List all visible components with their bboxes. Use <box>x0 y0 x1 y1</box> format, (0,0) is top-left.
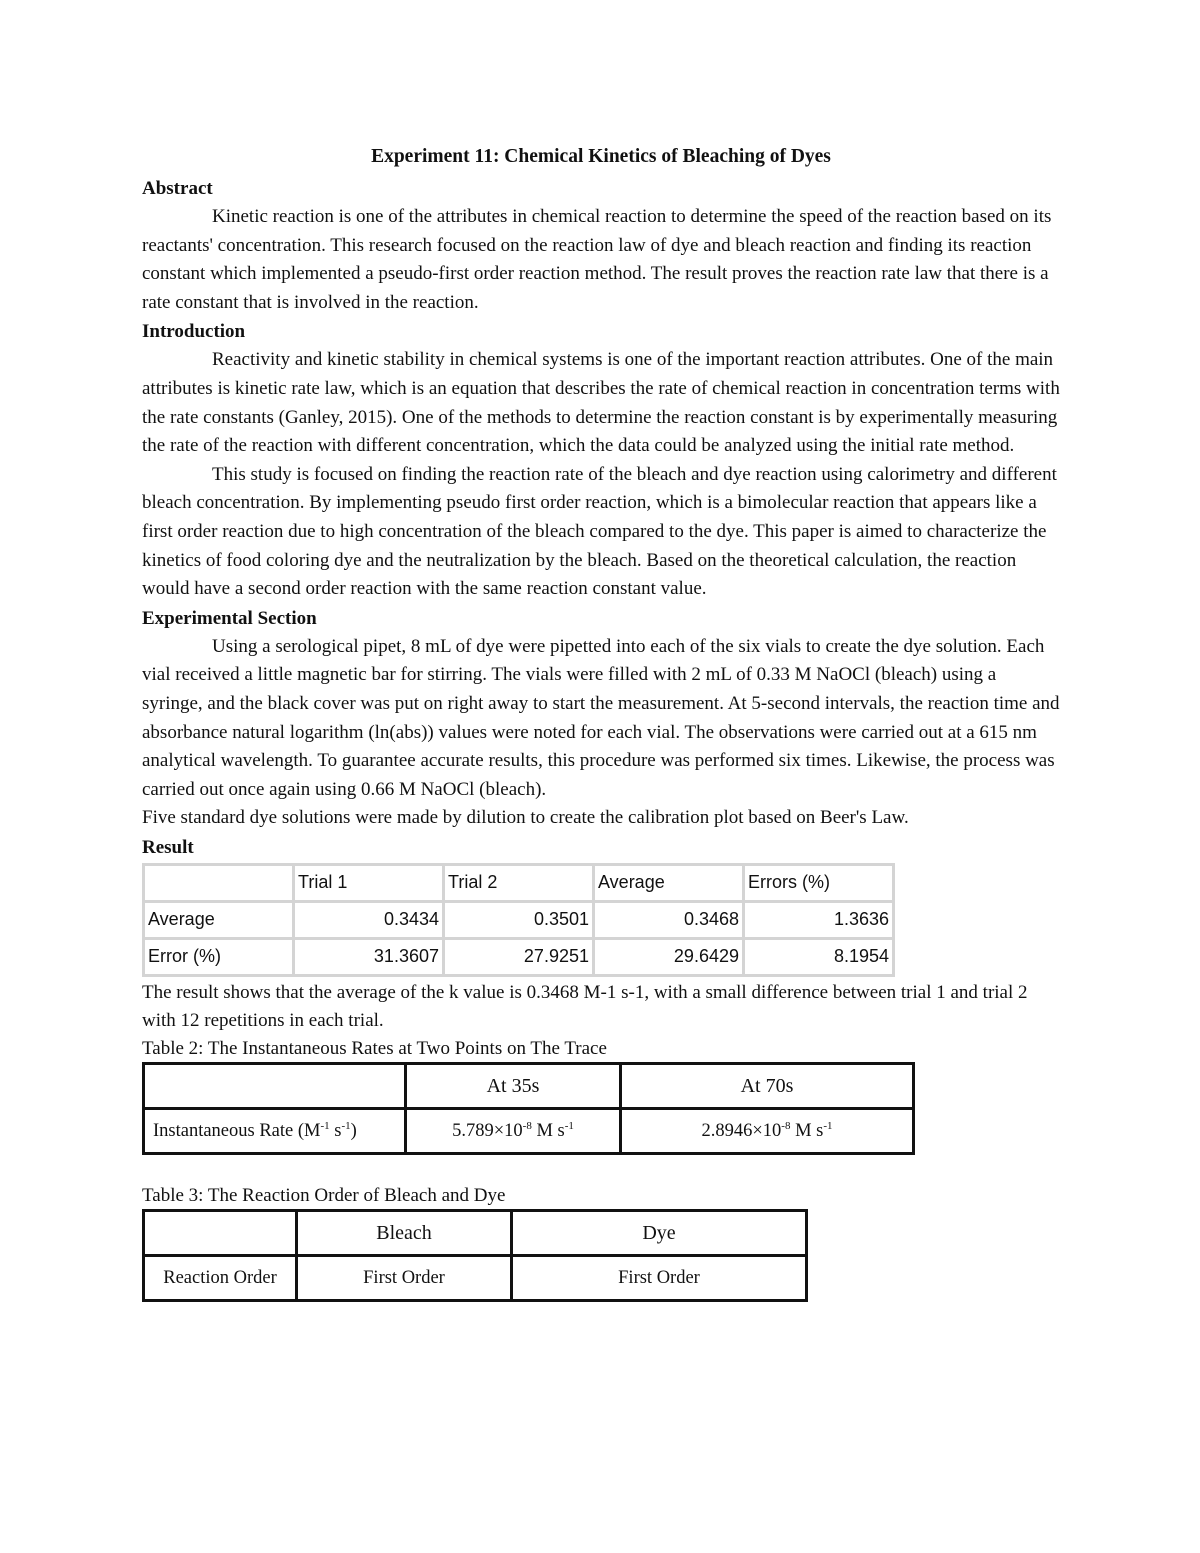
table-row-label: Error (%) <box>144 938 294 975</box>
result-heading: Result <box>142 836 194 858</box>
table-cell: 0.3468 <box>594 901 744 938</box>
table-3-caption: Table 3: The Reaction Order of Bleach and Dye <box>142 1185 506 1207</box>
table-header-cell: Trial 1 <box>294 864 444 901</box>
experimental-paragraph-2: Five standard dye solutions were made by dilution to create the calibration plot based on Beer's Law. <box>142 807 909 829</box>
result-summary: The result shows that the average of the k value is 0.3468 M-1 s-1, with a small difference between trial 1 and trial 2 with 12 repetitions in each trial. <box>142 981 1028 1032</box>
table-row <box>144 1256 807 1301</box>
table-row <box>144 901 894 938</box>
table-header-cell: At 35s <box>406 1064 621 1109</box>
table-cell: 8.1954 <box>744 938 894 975</box>
table-cell: 0.3501 <box>444 901 594 938</box>
table-2-caption: Table 2: The Instantaneous Rates at Two Points on The Trace <box>142 1038 607 1060</box>
table-cell: 27.9251 <box>444 938 594 975</box>
table-cell: $2.8946\times 10^{-8}$ M $s^{-1}$ <box>621 1109 914 1154</box>
table-header-cell: Trial 2 <box>444 864 594 901</box>
table-row <box>144 1211 807 1256</box>
experimental-heading: Experimental Section <box>142 607 317 629</box>
table-cell: 1.3636 <box>744 901 894 938</box>
document-page <box>142 140 1060 1302</box>
table-row-label: Instantaneous Rate ($M^{-1}$ $s^{-1}$) <box>144 1109 406 1154</box>
table-cell: First Order <box>512 1256 807 1301</box>
instantaneous-rates-table <box>142 1062 915 1155</box>
table-cell <box>144 1211 297 1256</box>
table-row-label: Average <box>144 901 294 938</box>
table-cell <box>144 1064 406 1109</box>
table-row <box>144 1064 914 1109</box>
results-table <box>142 863 895 977</box>
table-header-cell: Bleach <box>297 1211 512 1256</box>
introduction-paragraph-2: This study is focused on finding the reaction rate of the bleach and dye reaction using calorimetry and different bleach concentration. By implementing pseudo first order reaction, which is a bimolecular reaction that appears like a first order reaction due to high concentration of the bleach compared to the dye. This paper is aimed to characterize the kinetics of food coloring dye and the neutralization by the bleach. Based on the theoretical calculation, the reaction would have a second order reaction with the same reaction constant value. <box>142 463 1057 600</box>
abstract-paragraph: Kinetic reaction is one of the attributes in chemical reaction to determine the speed of the reaction based on its reactants' concentration. This research focused on the reaction law of dye and bleach reaction and finding its reaction constant which implemented a pseudo-first order reaction method. The result proves the reaction rate law that there is a rate constant that is involved in the reaction. <box>142 206 1052 313</box>
table-row-label: Reaction Order <box>144 1256 297 1301</box>
spacer <box>142 1155 1060 1183</box>
table-cell: 29.6429 <box>594 938 744 975</box>
table-cell: First Order <box>297 1256 512 1301</box>
table-cell <box>144 864 294 901</box>
table-header-cell: Dye <box>512 1211 807 1256</box>
reaction-order-table <box>142 1209 808 1302</box>
table-row <box>144 938 894 975</box>
document-title: Experiment 11: Chemical Kinetics of Bleaching of Dyes <box>371 146 831 167</box>
table-row <box>144 864 894 901</box>
introduction-paragraph-1: Reactivity and kinetic stability in chemical systems is one of the important reaction attributes. One of the main attributes is kinetic rate law, which is an equation that describes the rate of chemical reaction in concentration terms with the rate constants (Ganley, 2015). One of the methods to determine the reaction constant is by experimentally measuring the rate of the reaction with different concentration, which the data could be analyzed using the initial rate method. <box>142 349 1060 457</box>
introduction-heading: Introduction <box>142 321 246 343</box>
table-cell: $5.789\times 10^{-8}$ M $s^{-1}$ <box>406 1109 621 1154</box>
table-header-cell: Average <box>594 864 744 901</box>
table-header-cell: At 70s <box>621 1064 914 1109</box>
table-cell: 0.3434 <box>294 901 444 938</box>
table-header-cell: Errors (%) <box>744 864 894 901</box>
abstract-heading: Abstract <box>142 178 213 199</box>
experimental-paragraph: Using a serological pipet, 8 mL of dye were pipetted into each of the six vials to create the dye solution. Each vial received a little magnetic bar for stirring. The vials were filled with 2 mL of 0.33 M NaOCl (bleach) using a syringe, and the black cover was put on right away to start the measurement. At 5-second intervals, the reaction time and absorbance natural logarithm (ln(abs)) values were noted for each vial. The observations were carried out at a 615 nm analytical wavelength. To guarantee accurate results, this procedure was performed six times. Likewise, the process was carried out once again using 0.66 M NaOCl (bleach). <box>142 635 1060 800</box>
table-row <box>144 1109 914 1154</box>
table-cell: 31.3607 <box>294 938 444 975</box>
